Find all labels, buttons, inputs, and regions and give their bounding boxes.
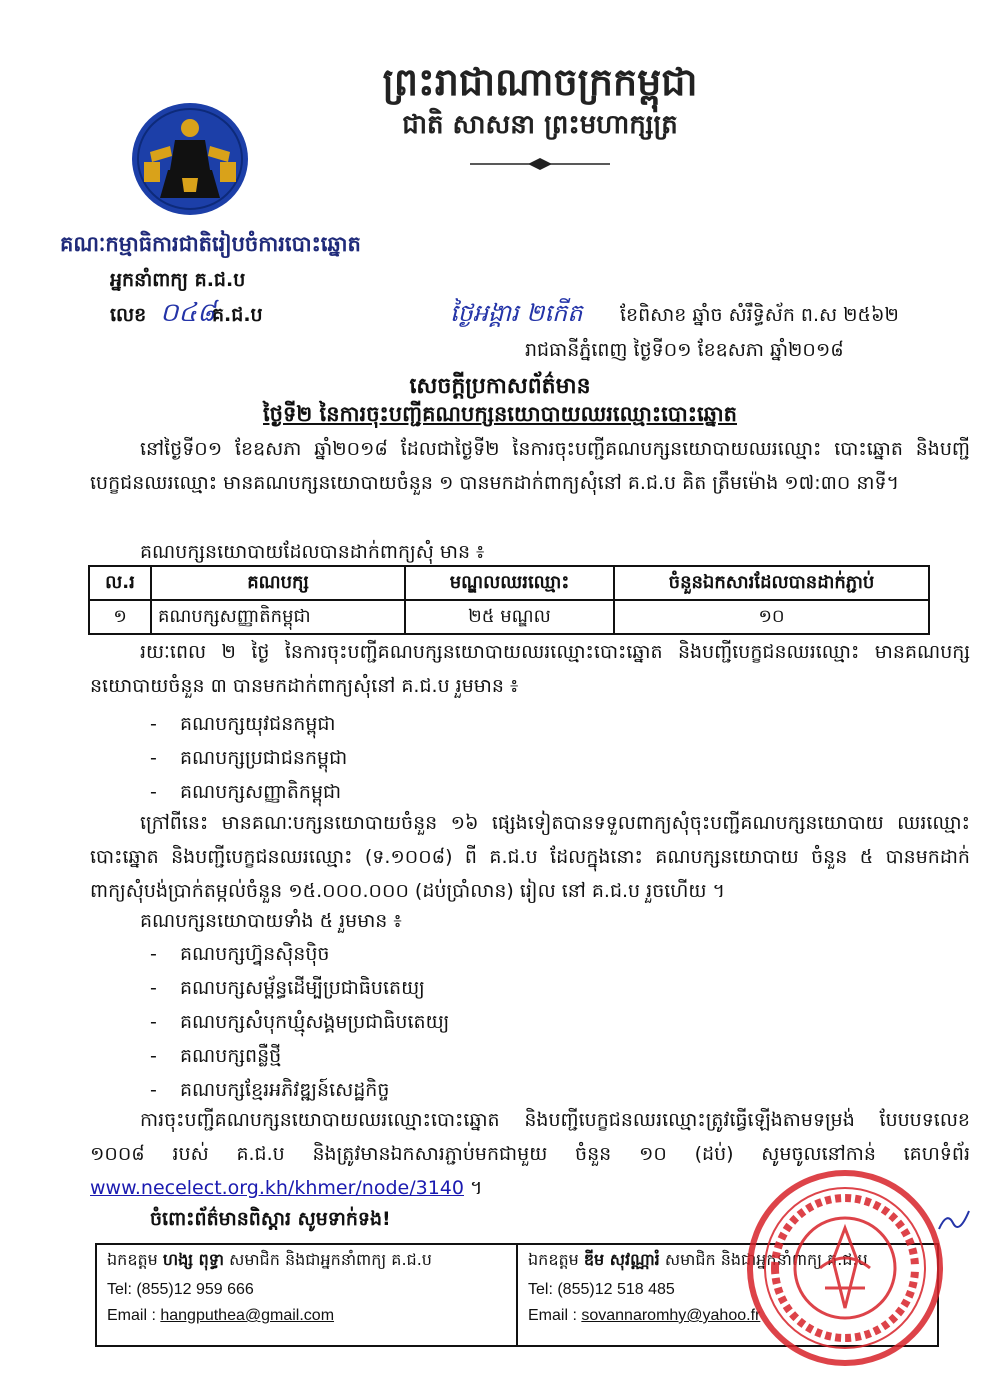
- paragraph-deposit-heading: គណបក្សនយោបាយទាំង ៥ រួមមាន ៖: [140, 910, 402, 932]
- paragraph-applicants-heading: គណបក្សនយោបាយដែលបានដាក់ពាក្យសុំ មាន ៖: [140, 541, 485, 563]
- kingdom-title: ព្រះរាជាណាចក្រកម្ពុជា: [382, 59, 698, 104]
- contact-name-line: [107, 1249, 506, 1273]
- place-date: រាជធានីភ្នំពេញ ថ្ងៃទី០១ ខែឧសភា ឆ្នាំ២០១៨: [525, 339, 844, 361]
- list-item-label: គណបក្សប្រជាជនកម្ពុជា: [180, 747, 348, 769]
- paragraph-other-parties: ក្រៅពីនេះ មានគណៈបក្សនយោបាយចំនួន ១៦ ផ្សេងទៀតបានទទួលពាក្យសុំចុះបញ្ជីគណបក្សនយោបាយ ឈរឈ្មោះបោះឆ្នោត និងបញ្ជីបេក្ខជនឈរឈ្មោះ (ទ.១០០៨) ពី គ.ជ.ប ដែលក្នុងនោះ គណបក្សនយោបាយ ចំនួន ៥ បានមកដាក់ពាក្យសុំបង់ប្រាក់តម្កល់ចំនួន ១៥.០០០.០០០ (ដប់ប្រាំលាន) រៀល នៅ គ.ជ.ប រួចហើយ ។: [90, 812, 970, 902]
- document-title: សេចក្តីប្រកាសព័ត៌មាន: [409, 374, 591, 399]
- contact-email-link[interactable]: hangputhea@gmail.com: [160, 1307, 335, 1324]
- signature-mark: [935, 1205, 975, 1235]
- contact-role: សមាជិក និងជាអ្នកនាំពាក្យ គ.ជ.ប: [659, 1250, 868, 1269]
- deposit-parties-list: [150, 937, 449, 1107]
- list-item: [150, 775, 347, 809]
- list-dash: -: [150, 977, 157, 999]
- list-item-label: គណបក្សសំបុកឃ្មុំសង្គមប្រជាធិបតេយ្យ: [180, 1011, 450, 1033]
- list-dash: -: [150, 713, 157, 735]
- table-header-cell: មណ្ឌលឈរឈ្មោះ: [405, 566, 614, 600]
- registration-text-end: ។: [463, 1177, 483, 1199]
- list-item: [150, 707, 347, 741]
- list-item-label: គណបក្សសញ្ញាតិកម្ពុជា: [180, 781, 342, 803]
- list-dash: -: [150, 1045, 157, 1067]
- nec-emblem-logo: [130, 100, 250, 218]
- list-item-label: គណបក្សខ្មែរអភិវឌ្ឍន៍សេដ្ឋកិច្ច: [180, 1079, 390, 1101]
- contact-card: [97, 1245, 516, 1345]
- list-dash: -: [150, 943, 157, 965]
- document-subtitle: ថ្ងៃទី២ នៃការចុះបញ្ជីគណបក្សនយោបាយឈរឈ្មោះបោះឆ្នោត: [263, 402, 737, 426]
- table-header-cell: គណបក្ស: [151, 566, 405, 600]
- list-item: [150, 1039, 449, 1073]
- national-motto: ជាតិ សាសនា ព្រះមហាក្សត្រ: [402, 110, 678, 140]
- contact-role: សមាជិក និងជាអ្នកនាំពាក្យ គ.ជ.ប: [224, 1250, 432, 1269]
- table-cell: ២៥ មណ្ឌល: [405, 600, 614, 634]
- list-item: [150, 937, 449, 971]
- contact-phone: Tel: (855)12 518 485: [528, 1281, 675, 1298]
- table-cell: ១០: [614, 600, 929, 634]
- list-item: [150, 1073, 449, 1107]
- list-item-label: គណបក្សយុវជនកម្ពុជា: [180, 713, 336, 735]
- applicants-table: [88, 565, 930, 635]
- paragraph-two-days: រយៈពេល ២ ថ្ងៃ នៃការចុះបញ្ជីគណបក្សនយោបាយឈរឈ្មោះបោះឆ្នោត និងបញ្ជីបេក្ខជនឈរឈ្មោះ មានគណបក្សនយោបាយចំនួន ៣ បានមកដាក់ពាក្យសុំនៅ គ.ជ.ប រួមមាន ៖: [90, 641, 970, 697]
- table-header-cell: ល.រ: [89, 566, 151, 600]
- registration-text: ការចុះបញ្ជីគណបក្សនយោបាយឈរឈ្មោះបោះឆ្នោត និងបញ្ជីបេក្ខជនឈរឈ្មោះត្រូវធ្វើឡើងតាមទម្រង់ បែបបទលេខ ១០០៨ របស់ គ.ជ.ប និងត្រូវមានឯកសារភ្ជាប់មកជាមួយ ចំនួន ១០ (ដប់) សូមចូលនៅកាន់ គេហទំព័រ: [90, 1109, 970, 1165]
- official-seal-stamp: [745, 1168, 945, 1368]
- ornament-divider: [470, 158, 610, 170]
- contact-name: ហង្ស ពុទ្ធា: [162, 1250, 224, 1269]
- list-item-label: គណបក្សពន្លឺថ្មី: [180, 1045, 282, 1067]
- email-label: Email :: [528, 1307, 582, 1324]
- contact-email-row: [107, 1307, 506, 1325]
- closing-note: ចំពោះព័ត៌មានពិស្តារ សូមទាក់ទង!: [150, 1208, 391, 1230]
- handwritten-date: ថ្ងៃអង្គារ ២កើត: [450, 299, 583, 327]
- applied-parties-list: [150, 707, 347, 809]
- reference-number-label: លេខ: [110, 304, 147, 326]
- contact-prefix: ឯកឧត្តម: [528, 1250, 584, 1269]
- table-header-cell: ចំនួនឯកសារដែលបានដាក់ភ្ជាប់: [614, 566, 929, 600]
- list-item: [150, 1005, 449, 1039]
- contact-prefix: ឯកឧត្តម: [107, 1250, 163, 1269]
- contact-name: ឌីម សុវណ្ណារំ: [583, 1250, 660, 1269]
- list-dash: -: [150, 1079, 157, 1101]
- contact-email-link[interactable]: sovannaromhy@yahoo.fr: [581, 1307, 761, 1324]
- table-cell: ១: [89, 600, 151, 634]
- paragraph-intro: នៅថ្ងៃទី០១ ខែឧសភា ឆ្នាំ២០១៨ ដែលជាថ្ងៃទី២ នៃការចុះបញ្ជីគណបក្សនយោបាយឈរឈ្មោះ បោះឆ្នោត និងបញ្ជីបេក្ខជនឈរឈ្មោះ មានគណបក្សនយោបាយចំនួន ១ បានមកដាក់ពាក្យសុំនៅ គ.ជ.ប គិត ត្រឹមម៉ោង ១៧:៣០ នាទី។: [90, 438, 970, 494]
- list-dash: -: [150, 1011, 157, 1033]
- reference-number-value: ០៤៨: [160, 298, 216, 328]
- organization-name: គណៈកម្មាធិការជាតិរៀបចំការបោះឆ្នោត: [60, 232, 361, 256]
- table-header-row: [89, 566, 929, 600]
- list-dash: -: [150, 781, 157, 803]
- list-item-label: គណបក្សហ្វ៊ុនស៊ិនប៉ិច: [180, 943, 330, 965]
- nec-website-link[interactable]: www.necelect.org.kh/khmer/node/3140: [90, 1177, 464, 1199]
- lunar-date: ខែពិសាខ ឆ្នាំច សំរឹទ្ធិស័ក ព.ស ២៥៦២: [620, 304, 899, 326]
- list-dash: -: [150, 747, 157, 769]
- list-item-label: គណបក្សសម្ព័ន្ធដើម្បីប្រជាធិបតេយ្យ: [180, 977, 425, 999]
- list-item: [150, 741, 347, 775]
- list-item: [150, 971, 449, 1005]
- table-row: [89, 600, 929, 634]
- reference-number-suffix: គ.ជ.ប: [212, 304, 263, 326]
- table-cell: គណបក្សសញ្ញាតិកម្ពុជា: [151, 600, 405, 634]
- email-label: Email :: [107, 1307, 161, 1324]
- contact-phone: Tel: (855)12 959 666: [107, 1281, 254, 1298]
- spokesperson-label: អ្នកនាំពាក្យ គ.ជ.ប: [110, 269, 246, 291]
